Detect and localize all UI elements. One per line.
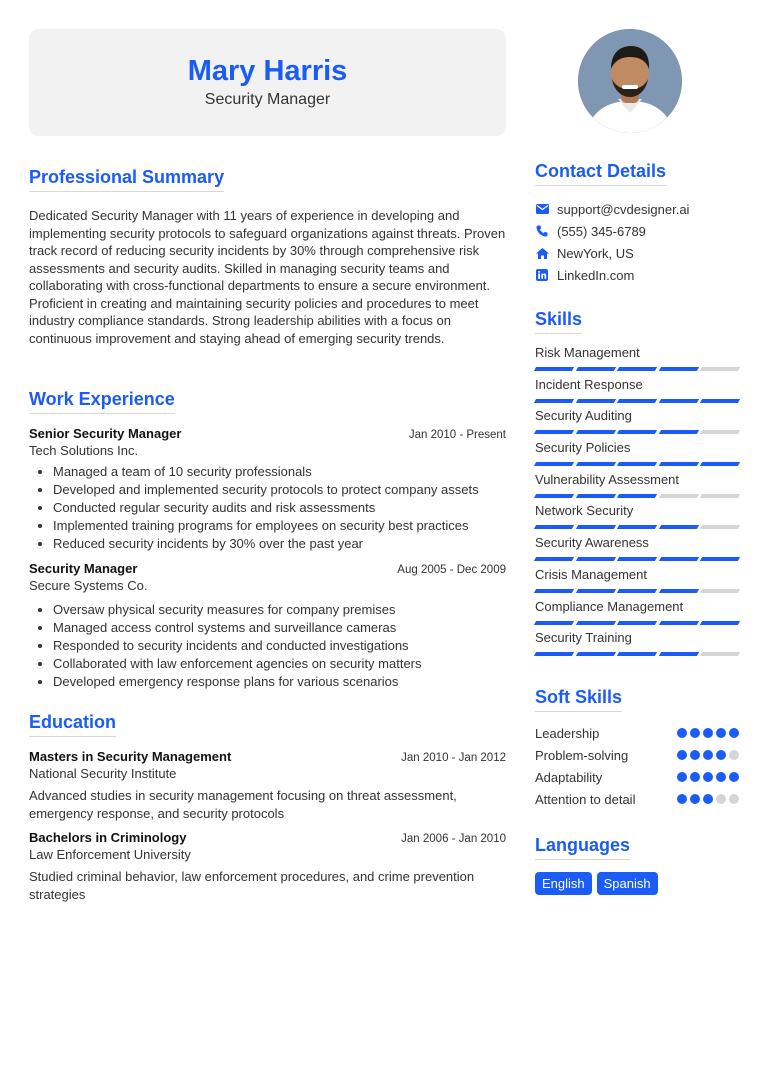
skill-level-segment	[659, 494, 699, 498]
rating-dot	[690, 728, 700, 738]
rating-dot	[729, 772, 739, 782]
skill-level-segment	[617, 557, 657, 561]
skill-level-bar	[535, 399, 739, 403]
skill-level-segment	[534, 557, 574, 561]
skill-level-segment	[617, 589, 657, 593]
skill-level-segment	[617, 367, 657, 371]
summary-heading: Professional Summary	[29, 167, 224, 192]
language-badge: English	[535, 872, 592, 895]
job-title: Security Manager	[29, 561, 138, 576]
job-title: Senior Security Manager	[29, 426, 182, 441]
skill-row	[535, 629, 739, 661]
rating-dot	[716, 794, 726, 804]
soft-skills-list	[535, 722, 739, 810]
rating-dot	[690, 750, 700, 760]
skill-row	[535, 376, 739, 408]
list-item: • Managed access control systems and surveillance cameras	[53, 619, 506, 637]
soft-skill-rating	[677, 728, 739, 738]
job-company: Secure Systems Co.	[29, 578, 148, 593]
skill-level-bar	[535, 652, 739, 656]
job-date: Aug 2005 - Dec 2009	[397, 564, 506, 576]
skill-level-segment	[575, 494, 615, 498]
list-item: • Responded to security incidents and conducted investigations	[53, 637, 506, 655]
skill-level-segment	[575, 430, 615, 434]
header-card	[29, 29, 506, 136]
skill-level-segment	[700, 462, 740, 466]
soft-skills-section	[535, 687, 739, 810]
contact-email[interactable]	[535, 198, 739, 220]
skill-level-segment	[534, 462, 574, 466]
skill-level-segment	[534, 525, 574, 529]
contact-location	[535, 242, 739, 264]
job-bullets	[29, 601, 506, 691]
list-item: • Reduced security incidents by 30% over the past year	[53, 535, 506, 553]
soft-skill-rating	[677, 772, 739, 782]
skill-level-bar	[535, 589, 739, 593]
experience-section	[29, 389, 506, 691]
location-text: NewYork, US	[557, 245, 634, 261]
skill-level-segment	[617, 430, 657, 434]
skill-level-segment	[700, 557, 740, 561]
soft-skill-name: Adaptability	[535, 769, 603, 785]
soft-skill-row	[535, 744, 739, 766]
skill-level-bar	[535, 557, 739, 561]
contact-linkedin[interactable]	[535, 264, 739, 286]
education-date: Jan 2006 - Jan 2010	[401, 833, 506, 845]
skill-name: Security Awareness	[535, 535, 649, 551]
skill-name: Crisis Management	[535, 566, 647, 582]
list-item: • Managed a team of 10 security professionals	[53, 463, 506, 481]
rating-dot	[729, 750, 739, 760]
rating-dot	[677, 728, 687, 738]
school-name: National Security Institute	[29, 766, 177, 781]
linkedin-text: LinkedIn.com	[557, 267, 635, 283]
rating-dot	[716, 728, 726, 738]
rating-dot	[716, 772, 726, 782]
skill-level-segment	[534, 367, 574, 371]
skill-name: Vulnerability Assessment	[535, 471, 680, 487]
skill-row	[535, 502, 739, 534]
rating-dot	[690, 794, 700, 804]
skills-list	[535, 344, 739, 661]
languages-heading: Languages	[535, 835, 630, 860]
skill-row	[535, 534, 739, 566]
soft-skill-row	[535, 788, 739, 810]
skill-level-segment	[534, 621, 574, 625]
skill-name: Security Policies	[535, 440, 631, 456]
avatar-photo-icon	[578, 29, 682, 133]
list-item: • Collaborated with law enforcement agencies on security matters	[53, 655, 506, 673]
skill-row	[535, 566, 739, 598]
skill-level-bar	[535, 462, 739, 466]
skill-level-segment	[659, 652, 699, 656]
skill-level-segment	[534, 494, 574, 498]
soft-skill-name: Leadership	[535, 725, 600, 741]
candidate-name: Mary Harris	[187, 55, 348, 87]
education-heading: Education	[29, 712, 116, 737]
school-name: Law Enforcement University	[29, 847, 191, 862]
skill-level-segment	[575, 621, 615, 625]
soft-skill-rating	[677, 750, 739, 760]
experience-heading: Work Experience	[29, 389, 175, 414]
rating-dot	[703, 750, 713, 760]
soft-skill-rating	[677, 794, 739, 804]
envelope-icon	[535, 202, 549, 216]
skill-level-segment	[617, 621, 657, 625]
skill-level-segment	[700, 621, 740, 625]
skill-name: Security Auditing	[535, 408, 632, 424]
skill-level-segment	[700, 494, 740, 498]
skill-level-bar	[535, 367, 739, 371]
skill-level-segment	[617, 462, 657, 466]
skill-level-segment	[700, 367, 740, 371]
education-date: Jan 2010 - Jan 2012	[401, 752, 506, 764]
skill-level-segment	[575, 525, 615, 529]
languages-section	[535, 835, 739, 895]
avatar	[578, 29, 682, 133]
rating-dot	[703, 728, 713, 738]
skills-heading: Skills	[535, 309, 582, 334]
language-badge: Spanish	[597, 872, 658, 895]
skill-level-segment	[700, 430, 740, 434]
job-date: Jan 2010 - Present	[408, 429, 506, 441]
rating-dot	[716, 750, 726, 760]
rating-dot	[729, 794, 739, 804]
skill-level-bar	[535, 525, 739, 529]
rating-dot	[677, 750, 687, 760]
skill-level-segment	[617, 652, 657, 656]
skill-level-segment	[617, 525, 657, 529]
skill-name: Compliance Management	[535, 598, 684, 614]
rating-dot	[703, 794, 713, 804]
skill-level-segment	[659, 367, 699, 371]
skill-name: Security Training	[535, 630, 632, 646]
contact-section	[535, 161, 739, 286]
skill-level-segment	[617, 399, 657, 403]
home-icon	[535, 246, 549, 260]
list-item: • Implemented training programs for employees on security best practices	[53, 517, 506, 535]
skill-level-segment	[700, 589, 740, 593]
skill-level-segment	[575, 367, 615, 371]
contact-phone[interactable]	[535, 220, 739, 242]
skill-level-segment	[575, 652, 615, 656]
soft-skill-row	[535, 766, 739, 788]
skill-level-bar	[535, 621, 739, 625]
skill-row	[535, 471, 739, 503]
job-entry	[29, 426, 506, 553]
summary-section	[29, 167, 506, 347]
skill-level-segment	[659, 557, 699, 561]
job-entry	[29, 561, 506, 691]
skill-level-segment	[659, 525, 699, 529]
skill-name: Incident Response	[535, 376, 643, 392]
skill-level-bar	[535, 430, 739, 434]
skill-row	[535, 439, 739, 471]
soft-skill-row	[535, 722, 739, 744]
skill-level-segment	[575, 399, 615, 403]
skill-level-segment	[659, 589, 699, 593]
skill-row	[535, 407, 739, 439]
skill-row	[535, 598, 739, 630]
list-item: • Oversaw physical security measures for company premises	[53, 601, 506, 619]
degree-title: Bachelors in Criminology	[29, 830, 187, 845]
candidate-title: Security Manager	[204, 91, 331, 108]
skill-name: Network Security	[535, 503, 634, 519]
skill-row	[535, 344, 739, 376]
skill-level-segment	[659, 462, 699, 466]
skill-level-segment	[575, 589, 615, 593]
skill-level-segment	[575, 557, 615, 561]
rating-dot	[703, 772, 713, 782]
soft-skill-name: Attention to detail	[535, 791, 636, 807]
list-item: • Developed emergency response plans for various scenarios	[53, 673, 506, 691]
skill-level-segment	[659, 621, 699, 625]
education-entry	[29, 830, 506, 903]
skill-level-segment	[534, 589, 574, 593]
rating-dot	[729, 728, 739, 738]
skill-level-segment	[659, 399, 699, 403]
soft-skill-name: Problem-solving	[535, 747, 629, 763]
skill-level-segment	[700, 399, 740, 403]
phone-text: (555) 345-6789	[557, 223, 646, 239]
skill-level-bar	[535, 494, 739, 498]
rating-dot	[677, 794, 687, 804]
skill-level-segment	[700, 652, 740, 656]
languages-list	[535, 872, 739, 895]
summary-text: Dedicated Security Manager with 11 years of experience in developing and implementing security protocols to safeguard organizations against threats. Proven track record of reducing security incidents by 30% through comprehensive risk assessments and security audits. Skilled in managing security teams and collaborating with cross-functional departments to ensure a secure environment. Proficient in creating and maintaining security policies and procedures to meet industry compliance standards. Strong leadership abilities with a focus on continuous improvement and staying ahead of emerging security trends.	[29, 208, 506, 346]
skills-section	[535, 309, 739, 661]
skill-level-segment	[534, 430, 574, 434]
list-item: • Conducted regular security audits and risk assessments	[53, 499, 506, 517]
list-item: • Developed and implemented security protocols to protect company assets	[53, 481, 506, 499]
email-text: support@cvdesigner.ai	[557, 201, 690, 217]
linkedin-icon	[535, 268, 549, 282]
rating-dot	[690, 772, 700, 782]
skill-level-segment	[617, 494, 657, 498]
skill-level-segment	[659, 430, 699, 434]
phone-icon	[535, 224, 549, 238]
skill-level-segment	[700, 525, 740, 529]
degree-title: Masters in Security Management	[29, 749, 232, 764]
contact-heading: Contact Details	[535, 161, 666, 186]
rating-dot	[677, 772, 687, 782]
skill-level-segment	[534, 399, 574, 403]
job-company: Tech Solutions Inc.	[29, 443, 139, 458]
education-description: Studied criminal behavior, law enforcement procedures, and crime prevention strategies	[29, 869, 475, 902]
skill-name: Risk Management	[535, 345, 640, 360]
skill-level-segment	[534, 652, 574, 656]
skill-level-segment	[575, 462, 615, 466]
education-description: Advanced studies in security management focusing on threat assessment, emergency response, and security protocols	[29, 788, 457, 821]
education-entry	[29, 749, 506, 822]
education-section	[29, 712, 506, 903]
job-bullets	[29, 463, 506, 553]
soft-skills-heading: Soft Skills	[535, 687, 622, 712]
